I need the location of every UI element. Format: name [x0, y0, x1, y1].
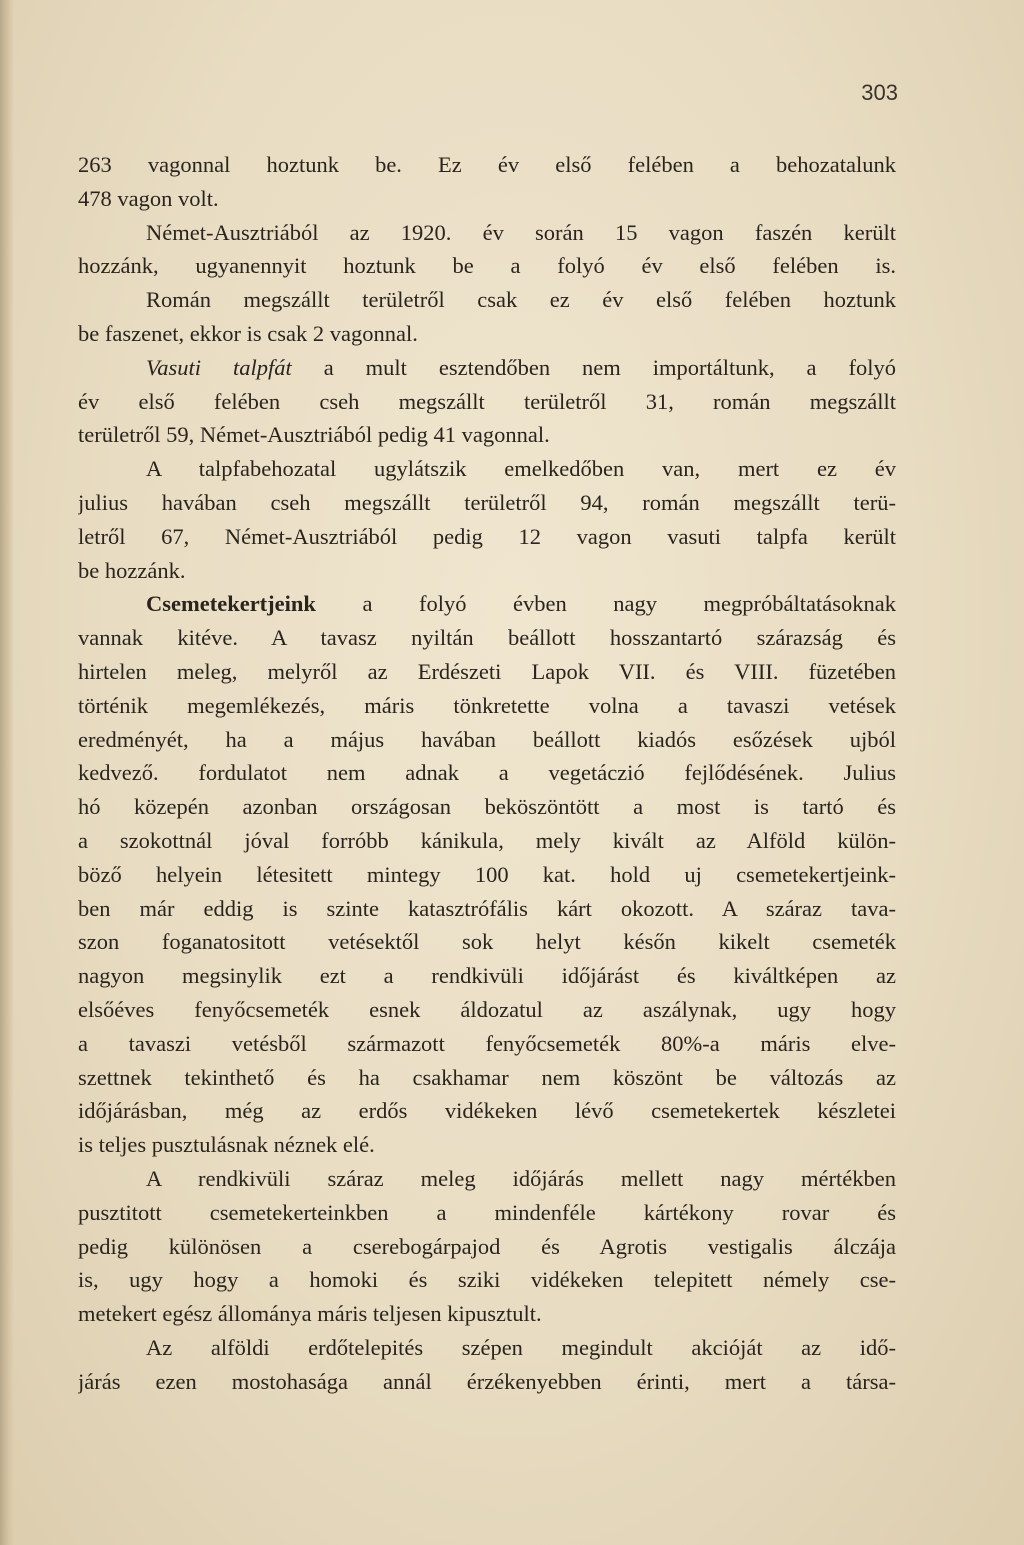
text-segment: eredményét, ha a május havában beállott kiadós esőzések ujból	[78, 726, 896, 752]
text-segment: be faszenet, ekkor is csak 2 vagonnal.	[78, 320, 418, 346]
text-segment: Német-Ausztriából az 1920. év során 15 vagon faszén került	[146, 219, 896, 245]
text-segment: vannak kitéve. A tavasz nyiltán beállott hosszantartó szárazság és	[78, 625, 896, 651]
text-bold-segment: Csemetekertjeink	[146, 591, 316, 617]
text-segment: kedvező. fordulatot nem adnak a vegetáczió fejlődésének. Julius	[78, 760, 896, 786]
text-segment: történik megemlékezés, máris tönkretette volna a tavaszi vetések	[78, 692, 896, 718]
text-segment: ben már eddig is szinte katasztrófális kárt okozott. A száraz tava-	[78, 895, 896, 921]
text-line	[78, 1331, 896, 1365]
text-line	[78, 182, 896, 216]
text-line	[78, 756, 896, 790]
text-segment: év első felében cseh megszállt területről 31, román megszállt	[78, 388, 896, 414]
text-line	[78, 858, 896, 892]
text-segment: letről 67, Német-Ausztriából pedig 12 vagon vasuti talpfa került	[78, 523, 896, 549]
text-segment: területről 59, Német-Ausztriából pedig 41 vagonnal.	[78, 422, 550, 448]
text-segment: pedig különösen a cserebogárpajod és Agrotis vestigalis álczája	[78, 1233, 896, 1259]
text-segment: metekert egész állománya máris teljesen kipusztult.	[78, 1301, 542, 1327]
text-line	[78, 1196, 896, 1230]
text-line	[78, 418, 896, 452]
text-line	[78, 790, 896, 824]
text-line	[78, 655, 896, 689]
text-segment: pusztitott csemetekerteinkben a mindenféle kártékony rovar és	[78, 1199, 896, 1225]
text-segment: Román megszállt területről csak ez év első felében hoztunk	[146, 287, 896, 313]
text-segment: időjárásban, még az erdős vidékeken lévő csemetekertek készletei	[78, 1098, 896, 1124]
text-line	[78, 1061, 896, 1095]
text-segment: elsőéves fenyőcsemeték esnek áldozatul az aszálynak, ugy hogy	[78, 996, 896, 1022]
text-line	[78, 1094, 896, 1128]
text-line	[78, 249, 896, 283]
text-line	[78, 959, 896, 993]
text-segment: a folyó évben nagy megpróbáltatásoknak	[315, 591, 896, 617]
text-segment: is, ugy hogy a homoki és sziki vidékeken telepitett némely cse-	[78, 1267, 896, 1293]
text-line	[78, 554, 896, 588]
text-line	[78, 520, 896, 554]
text-segment: böző helyein létesitett mintegy 100 kat. hold uj csemetekertjeink-	[78, 861, 896, 887]
text-segment: Az alföldi erdőtelepités szépen megindult akcióját az idő-	[146, 1334, 896, 1360]
text-segment: hozzánk, ugyanennyit hoztunk be a folyó év első felében is.	[78, 253, 896, 279]
text-segment: 478 vagon volt.	[78, 185, 219, 211]
text-segment: hirtelen meleg, melyről az Erdészeti Lapok VII. és VIII. füzetében	[78, 658, 896, 684]
text-line	[78, 1365, 896, 1399]
text-line	[78, 587, 896, 621]
text-segment: a tavaszi vetésből származott fenyőcsemeték 80%-a máris elve-	[78, 1030, 896, 1056]
text-line	[78, 621, 896, 655]
text-segment: szettnek tekinthető és ha csakhamar nem köszönt be változás az	[78, 1064, 896, 1090]
text-line	[78, 1027, 896, 1061]
text-line	[78, 1263, 896, 1297]
text-line	[78, 385, 896, 419]
text-segment: A rendkivüli száraz meleg időjárás mellett nagy mértékben	[146, 1165, 896, 1191]
body-text	[78, 148, 896, 1398]
text-segment: a szokottnál jóval forróbb kánikula, mely kivált az Alföld külön-	[78, 827, 896, 853]
text-line	[78, 351, 896, 385]
text-line	[78, 452, 896, 486]
text-line	[78, 148, 896, 182]
text-segment: be hozzánk.	[78, 557, 186, 583]
page-number: 303	[861, 80, 898, 105]
text-line	[78, 892, 896, 926]
text-segment: 263 vagonnal hoztunk be. Ez év első felében a behozatalunk	[78, 152, 896, 177]
text-segment: nagyon megsinylik ezt a rendkivüli időjárást és kiváltképen az	[78, 963, 896, 989]
text-line	[78, 689, 896, 723]
text-line	[78, 486, 896, 520]
text-segment: a mult esztendőben nem importáltunk, a folyó	[291, 354, 896, 380]
text-line	[78, 1128, 896, 1162]
text-line	[78, 216, 896, 250]
text-segment: is teljes pusztulásnak néznek elé.	[78, 1132, 375, 1158]
text-italic-segment: Vasuti talpfát	[146, 354, 292, 380]
text-line	[78, 824, 896, 858]
text-line	[78, 1230, 896, 1264]
text-segment: hó közepén azonban országosan beköszöntött a most is tartó és	[78, 794, 896, 820]
text-line	[78, 317, 896, 351]
text-segment: julius havában cseh megszállt területről 94, román megszállt terü-	[78, 489, 896, 515]
text-segment: A talpfabehozatal ugylátszik emelkedőben van, mert ez év	[146, 456, 896, 482]
page-binding-edge	[0, 0, 14, 1545]
text-line	[78, 925, 896, 959]
text-segment: szon foganatositott vetésektől sok helyt későn kikelt csemeték	[78, 929, 896, 955]
text-segment: járás ezen mostohasága annál érzékenyebben érinti, mert a társa-	[78, 1368, 896, 1394]
text-line	[78, 1297, 896, 1331]
text-line	[78, 283, 896, 317]
text-line	[78, 993, 896, 1027]
text-line	[78, 723, 896, 757]
text-line	[78, 1162, 896, 1196]
